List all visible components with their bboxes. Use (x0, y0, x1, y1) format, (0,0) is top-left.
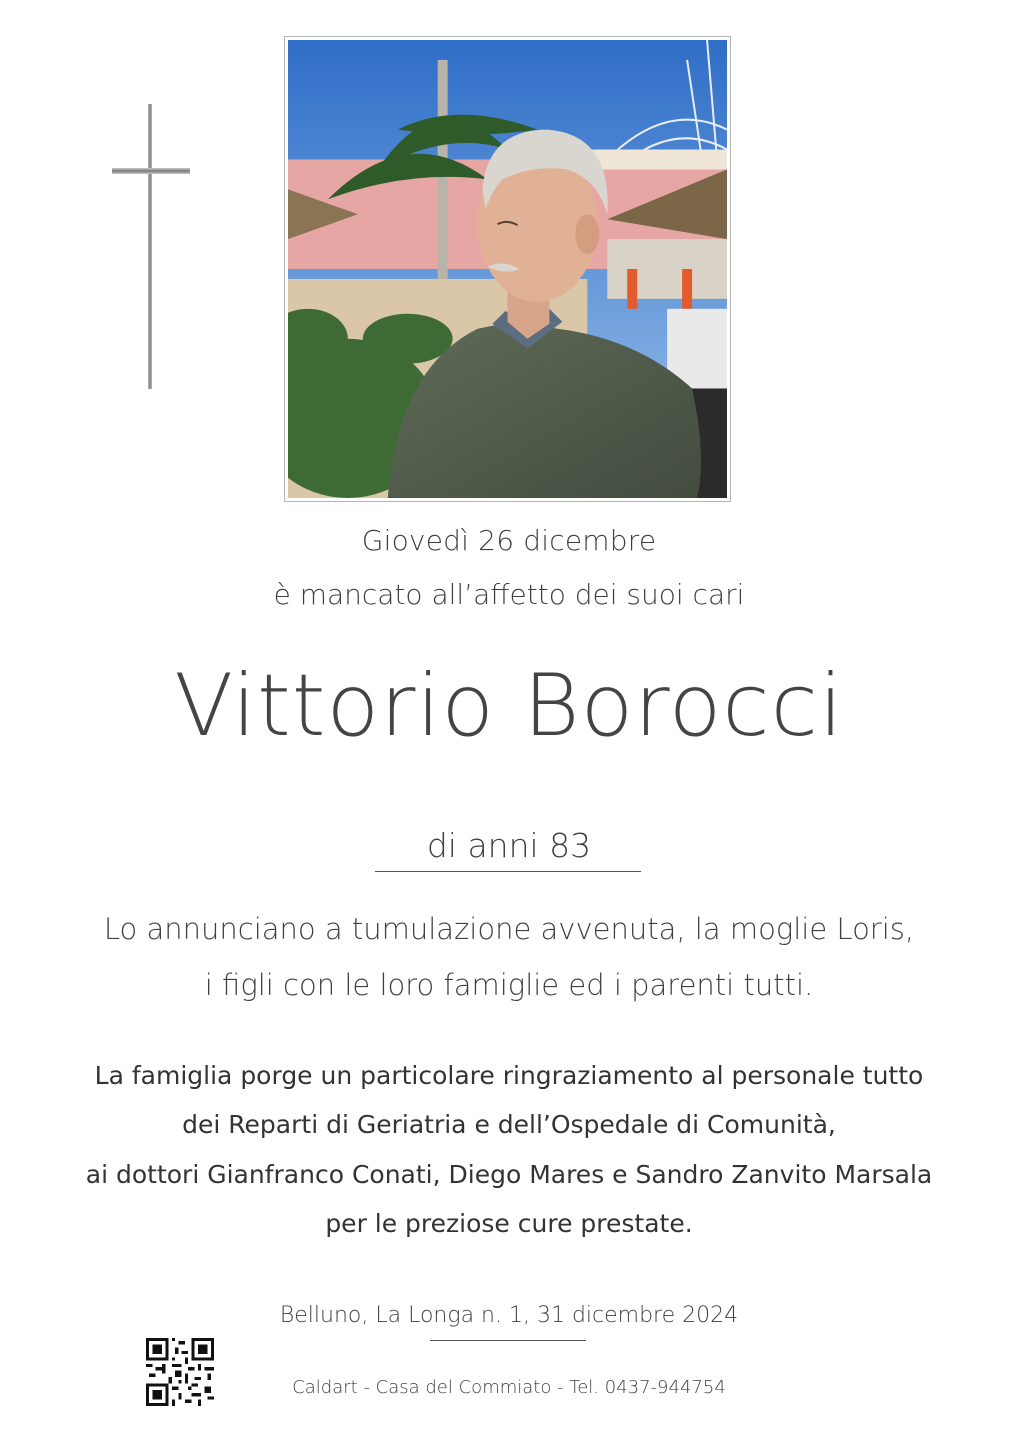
place-divider (430, 1340, 586, 1341)
announcement-line-2: i figli con le loro famiglie ed i parenti tutti. (204, 968, 814, 1002)
portrait-photo (284, 36, 731, 502)
age-divider (375, 871, 641, 872)
age-line: di anni 83 (426, 826, 592, 865)
thanks-line-2: dei Reparti di Geriatria e dell’Ospedale di Comunità, (182, 1110, 836, 1139)
date-line: Giovedì 26 dicembre (361, 524, 657, 557)
portrait-photo-illustration (288, 40, 727, 498)
thanks-line-1: La famiglia porge un particolare ringraziamento al personale tutto (94, 1061, 924, 1090)
funeral-home-line: Caldart - Casa del Commiato - Tel. 0437-944754 (292, 1377, 726, 1398)
passing-line: è mancato all’affetto dei suoi cari (273, 578, 745, 611)
cross-icon (98, 82, 206, 400)
place-date-line: Belluno, La Longa n. 1, 31 dicembre 2024 (279, 1303, 739, 1328)
thanks-line-4: per le preziose cure prestate. (325, 1209, 693, 1238)
deceased-name: Vittorio Borocci (174, 656, 844, 756)
announcement-line-1: Lo annunciano a tumulazione avvenuta, la moglie Loris, (103, 912, 915, 946)
thanks-line-3: ai dottori Gianfranco Conati, Diego Mares e Sandro Zanvito Marsala (85, 1160, 933, 1189)
qr-code-icon[interactable] (146, 1338, 214, 1406)
